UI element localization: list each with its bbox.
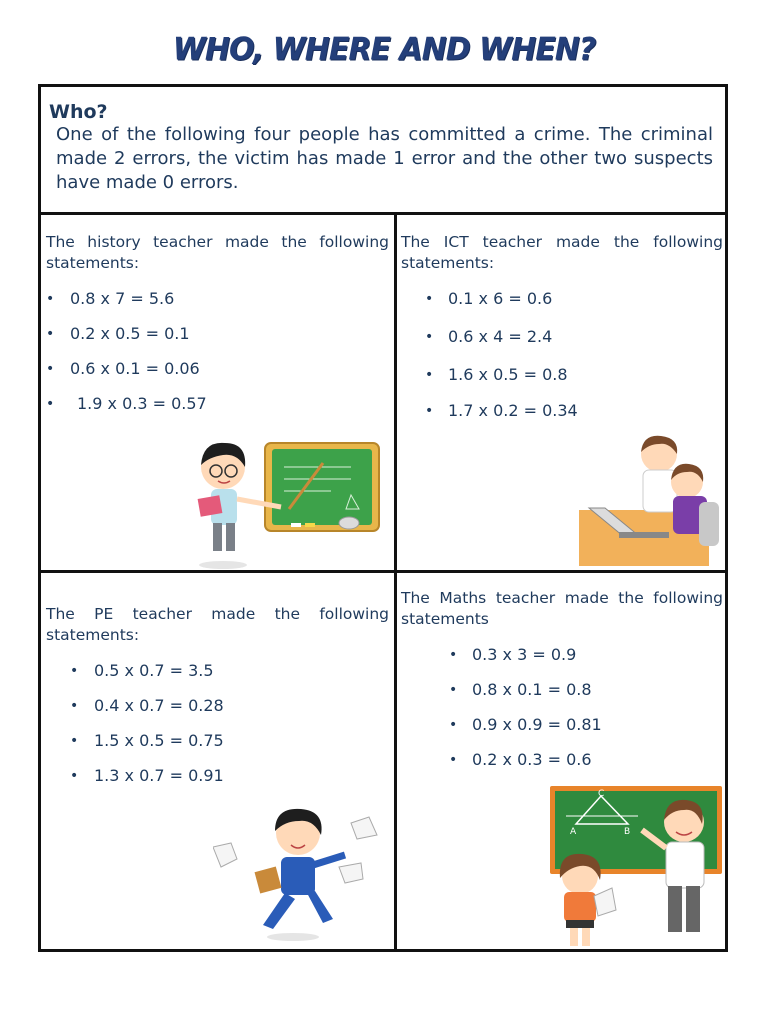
statement-text: 0.1 x 6 = 0.6 — [448, 289, 553, 308]
statement-item — [46, 324, 389, 359]
statement-item — [401, 327, 723, 365]
statement-item — [46, 731, 389, 766]
statement-item — [46, 359, 389, 394]
statement-text: 0.5 x 0.7 = 3.5 — [94, 661, 214, 680]
panel-maths-teacher — [401, 588, 723, 785]
puzzle-sheet — [38, 84, 728, 952]
bullet-icon: • — [449, 647, 458, 663]
intro-text: One of the following four people has committed a crime. The criminal made 2 errors, the victim has made 1 error and the other two suspects have made 0 errors. — [56, 124, 713, 193]
bullet-icon: • — [46, 326, 55, 342]
statement-item — [46, 394, 389, 429]
statement-text: 0.3 x 3 = 0.9 — [472, 645, 577, 664]
statement-list — [46, 661, 389, 801]
statement-text: 1.6 x 0.5 = 0.8 — [448, 365, 568, 384]
statement-item — [401, 645, 723, 680]
statement-text: 0.6 x 4 = 2.4 — [448, 327, 553, 346]
statement-text: 0.8 x 7 = 5.6 — [70, 289, 175, 308]
bullet-icon: • — [70, 768, 79, 784]
intro-section — [41, 87, 725, 215]
panel-lead: The ICT teacher made the following statements: — [401, 233, 723, 272]
bullet-icon: • — [425, 367, 434, 383]
panel-pe-teacher — [46, 604, 389, 801]
statement-item — [401, 289, 723, 327]
bullet-icon: • — [70, 733, 79, 749]
bullet-icon: • — [46, 291, 55, 307]
history-teacher-illustration — [181, 437, 386, 572]
statement-item — [46, 696, 389, 731]
statement-text: 0.4 x 0.7 = 0.28 — [94, 696, 224, 715]
statement-text: 1.5 x 0.5 = 0.75 — [94, 731, 224, 750]
ict-teacher-illustration — [579, 432, 724, 567]
grid-divider-vertical — [394, 215, 397, 949]
panel-ict-teacher — [401, 232, 723, 436]
bullet-icon: • — [70, 663, 79, 679]
statement-text: 0.8 x 0.1 = 0.8 — [472, 680, 592, 699]
bullet-icon: • — [449, 682, 458, 698]
board-label-b: B — [624, 827, 631, 837]
pe-teacher-illustration — [213, 807, 388, 942]
statement-text: 1.7 x 0.2 = 0.34 — [448, 401, 578, 420]
statement-text: 0.9 x 0.9 = 0.81 — [472, 715, 602, 734]
bullet-icon: • — [46, 396, 55, 412]
statement-item — [401, 750, 723, 785]
panel-lead: The history teacher made the following statements: — [46, 233, 389, 272]
statement-item — [401, 715, 723, 750]
page-title: WHO, WHERE AND WHEN? — [172, 31, 596, 68]
statement-item — [46, 661, 389, 696]
statement-text: 1.3 x 0.7 = 0.91 — [94, 766, 224, 785]
bullet-icon: • — [425, 403, 434, 419]
board-label-a: A — [570, 827, 577, 837]
statement-item — [401, 365, 723, 401]
maths-teacher-illustration — [546, 784, 726, 949]
statement-list — [46, 289, 389, 429]
panel-lead: The Maths teacher made the following statements — [401, 589, 723, 628]
bullet-icon: • — [46, 361, 55, 377]
statement-text: 0.2 x 0.3 = 0.6 — [472, 750, 592, 769]
panel-lead: The PE teacher made the following statements: — [46, 605, 389, 644]
statement-list — [401, 289, 723, 436]
panel-history-teacher — [46, 232, 389, 429]
bullet-icon: • — [425, 329, 434, 345]
intro-heading: Who? — [49, 101, 108, 123]
bullet-icon: • — [449, 752, 458, 768]
bullet-icon: • — [70, 698, 79, 714]
bullet-icon: • — [449, 717, 458, 733]
statement-item — [401, 401, 723, 436]
statement-item — [401, 680, 723, 715]
board-label-c: C — [598, 789, 605, 799]
bullet-icon: • — [425, 291, 434, 307]
statement-item — [46, 766, 389, 801]
statement-list — [401, 645, 723, 785]
statement-text: 0.2 x 0.5 = 0.1 — [70, 324, 190, 343]
statement-text: 1.9 x 0.3 = 0.57 — [77, 394, 207, 413]
statement-item — [46, 289, 389, 324]
statement-text: 0.6 x 0.1 = 0.06 — [70, 359, 200, 378]
